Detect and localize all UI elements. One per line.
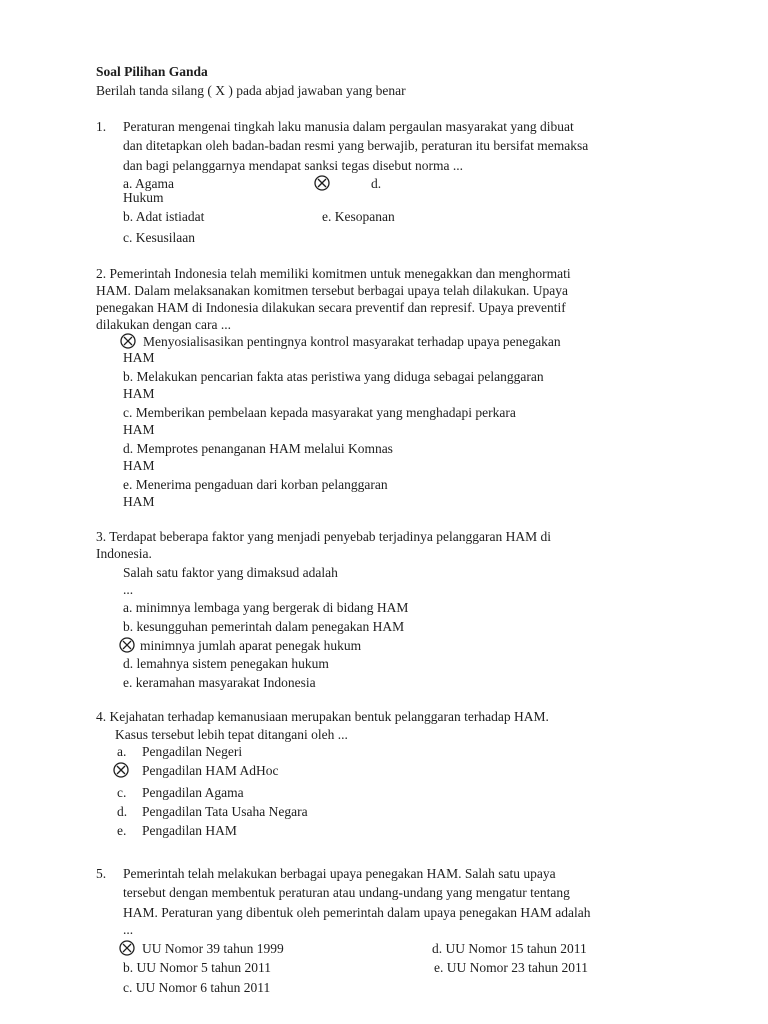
q1-option-b[interactable]: b. Adat istiadat: [123, 209, 205, 224]
q3-subtext-2: ...: [123, 582, 134, 597]
q1-number: 1.: [96, 119, 107, 134]
q4-option-c[interactable]: Pengadilan Agama: [142, 785, 244, 800]
q4-text-line-1: 4. Kejahatan terhadap kemanusiaan merupakan bentuk pelanggaran terhadap HAM.: [96, 709, 549, 724]
q2-option-d-line-1[interactable]: d. Memprotes penanganan HAM melalui Komnas: [123, 441, 393, 456]
q3-text-line-1: 3. Terdapat beberapa faktor yang menjadi penyebab terjadinya pelanggaran HAM di: [96, 529, 551, 544]
q2-option-c-line-2[interactable]: HAM: [123, 422, 155, 437]
q3-option-d[interactable]: d. lemahnya sistem penegakan hukum: [123, 656, 329, 671]
circled-x-icon: [120, 333, 136, 349]
q3-option-e[interactable]: e. keramahan masyarakat Indonesia: [123, 675, 316, 690]
circled-x-icon: [119, 940, 135, 956]
q4-option-d[interactable]: Pengadilan Tata Usaha Negara: [142, 804, 308, 819]
q5-option-b[interactable]: b. UU Nomor 5 tahun 2011: [123, 960, 271, 975]
q1-option-a[interactable]: a. Agama: [123, 176, 174, 191]
q3-option-b[interactable]: b. kesungguhan pemerintah dalam penegakan HAM: [123, 619, 405, 634]
q5-text-line-4: ...: [123, 922, 134, 937]
q5-option-a[interactable]: UU Nomor 39 tahun 1999: [142, 941, 284, 956]
q4-option-c-letter[interactable]: c.: [117, 785, 127, 800]
q2-option-e-line-1[interactable]: e. Menerima pengaduan dari korban pelanggaran: [123, 477, 388, 492]
q5-option-c[interactable]: c. UU Nomor 6 tahun 2011: [123, 980, 271, 995]
instruction-text: Berilah tanda silang ( X ) pada abjad jawaban yang benar: [96, 83, 406, 98]
q5-number: 5.: [96, 866, 107, 881]
q2-option-c-line-1[interactable]: c. Memberikan pembelaan kepada masyarakat yang menghadapi perkara: [123, 405, 516, 420]
q4-option-e-letter[interactable]: e.: [117, 823, 127, 838]
q2-option-e-line-2[interactable]: HAM: [123, 494, 155, 509]
circled-x-icon: [113, 762, 129, 778]
q4-option-e[interactable]: Pengadilan HAM: [142, 823, 237, 838]
circled-x-icon: [119, 637, 135, 653]
q4-text-line-2: Kasus tersebut lebih tepat ditangani oleh ...: [115, 727, 348, 742]
q2-option-a-line-2[interactable]: HAM: [123, 350, 155, 365]
q1-text-line-3: dan bagi pelanggarnya mendapat sanksi tegas disebut norma ...: [123, 158, 464, 173]
q2-text-line-3: penegakan HAM di Indonesia dilakukan secara preventif dan represif. Upaya preventif: [96, 300, 566, 315]
q5-text-line-2: tersebut dengan membentuk peraturan atau undang-undang yang mengatur tentang: [123, 885, 570, 900]
q4-option-a-letter[interactable]: a.: [117, 744, 127, 759]
q2-option-a-line-1[interactable]: Menyosialisasikan pentingnya kontrol masyarakat terhadap upaya penegakan: [143, 334, 561, 349]
q3-option-a[interactable]: a. minimnya lembaga yang bergerak di bidang HAM: [123, 600, 409, 615]
q1-option-e[interactable]: e. Kesopanan: [322, 209, 395, 224]
q5-text-line-3: HAM. Peraturan yang dibentuk oleh pemerintah dalam upaya penegakan HAM adalah: [123, 905, 591, 920]
q1-text-line-2: dan ditetapkan oleh badan-badan resmi yang berwajib, peraturan itu bersifat memaksa: [123, 138, 589, 153]
q4-option-d-letter[interactable]: d.: [117, 804, 128, 819]
q5-option-e[interactable]: e. UU Nomor 23 tahun 2011: [434, 960, 588, 975]
q3-text-line-2: Indonesia.: [96, 546, 152, 561]
q5-option-d[interactable]: d. UU Nomor 15 tahun 2011: [432, 941, 587, 956]
q5-text-line-1: Pemerintah telah melakukan berbagai upaya penegakan HAM. Salah satu upaya: [123, 866, 556, 881]
q2-option-b-line-2[interactable]: HAM: [123, 386, 155, 401]
q4-option-a[interactable]: Pengadilan Negeri: [142, 744, 243, 759]
q1-text-line-1: Peraturan mengenai tingkah laku manusia dalam pergaulan masyarakat yang dibuat: [123, 119, 574, 134]
q1-option-d-letter[interactable]: d.: [371, 176, 382, 191]
q2-option-b-line-1[interactable]: b. Melakukan pencarian fakta atas peristiwa yang diduga sebagai pelanggaran: [123, 369, 544, 384]
q1-option-c[interactable]: c. Kesusilaan: [123, 230, 195, 245]
q2-text-line-2: HAM. Dalam melaksanakan komitmen tersebut berbagai upaya telah dilakukan. Upaya: [96, 283, 568, 298]
circled-x-icon: [314, 175, 330, 191]
q4-option-b[interactable]: Pengadilan HAM AdHoc: [142, 763, 279, 778]
q2-text-line-1: 2. Pemerintah Indonesia telah memiliki komitmen untuk menegakkan dan menghormati: [96, 266, 571, 281]
q3-subtext-1: Salah satu faktor yang dimaksud adalah: [123, 565, 338, 580]
q1-option-d-text[interactable]: Hukum: [123, 190, 164, 205]
q2-option-d-line-2[interactable]: HAM: [123, 458, 155, 473]
page-title: Soal Pilihan Ganda: [96, 64, 208, 79]
q3-option-c[interactable]: minimnya jumlah aparat penegak hukum: [140, 638, 362, 653]
q2-text-line-4: dilakukan dengan cara ...: [96, 317, 231, 332]
